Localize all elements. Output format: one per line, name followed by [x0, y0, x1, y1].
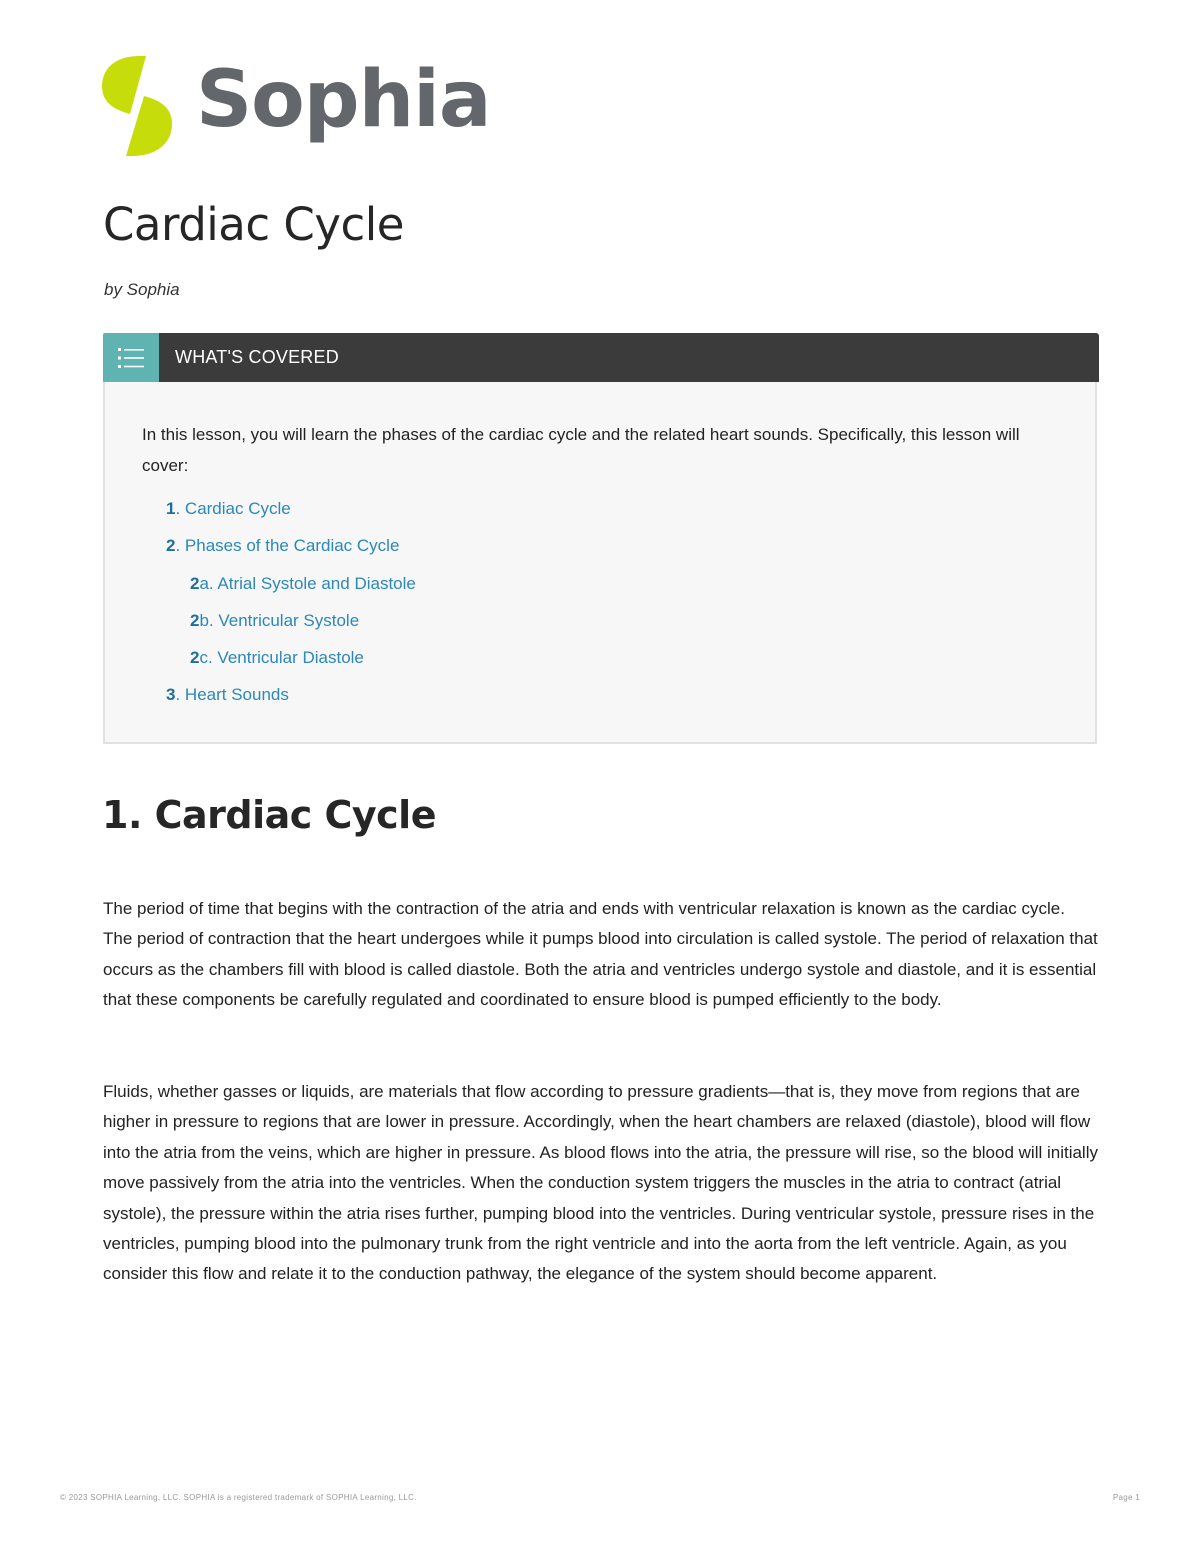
brand-name: Sophia — [196, 55, 491, 145]
toc-item-cardiac-cycle[interactable]: 1. Cardiac Cycle — [166, 499, 291, 518]
whats-covered-box — [103, 333, 1097, 744]
sophia-logo — [100, 52, 491, 160]
whats-covered-header — [103, 333, 1099, 382]
list-icon — [103, 333, 159, 382]
byline: by Sophia — [104, 280, 180, 299]
page-title: Cardiac Cycle — [103, 198, 404, 251]
toc-item-atrial-systole[interactable]: 2a. Atrial Systole and Diastole — [190, 573, 416, 593]
footer-copyright: © 2023 SOPHIA Learning, LLC. SOPHIA is a registered trademark of SOPHIA Learning, LLC. — [60, 1493, 417, 1502]
paragraph-1: The period of time that begins with the contraction of the atria and ends with ventricular relaxation is known as the cardiac cycle. The period of contraction that the heart undergoes while it pumps blood into circulation is called systole. The period of relaxation that occurs as the chambers fill with blood is called diastole. Both the atria and ventricles undergo systole and diastole, and it is essential that these components be carefully regulated and coordinated to ensure blood is pumped efficiently to the body. — [103, 899, 1098, 1010]
toc-item-heart-sounds[interactable]: 3. Heart Sounds — [166, 685, 289, 705]
footer-page-number: Page 1 — [1112, 1493, 1140, 1502]
whats-covered-title: WHAT'S COVERED — [175, 347, 339, 367]
toc-item-ventricular-systole[interactable]: 2b. Ventricular Systole — [190, 610, 360, 630]
sophia-logo-mark-icon — [100, 54, 176, 158]
paragraph-2: Fluids, whether gasses or liquids, are materials that flow according to pressure gradients—that is, they move from regions that are higher in pressure to regions that are lower in pressure. Accordingly, when the heart chambers are relaxed (diastole), blood will flow into the atria from the veins, which are higher in pressure. As blood flows into the atria, the pressure will rise, so the blood will initially move passively from the atria into the ventricles. When the conduction system triggers the muscles in the atria to contract (atrial systole), the pressure within the atria rises further, pumping blood into the ventricles. During ventricular systole, pressure rises in the ventricles, pumping blood into the pulmonary trunk from the right ventricle and into the aorta from the left ventricle. Again, as you consider this flow and relate it to the conduction pathway, the elegance of the system should become apparent. — [103, 1082, 1098, 1284]
toc-item-ventricular-diastole[interactable]: 2c. Ventricular Diastole — [190, 648, 364, 668]
section-heading: 1. Cardiac Cycle — [102, 793, 436, 837]
covered-intro: In this lesson, you will learn the phases of the cardiac cycle and the related heart sounds. Specifically, this lesson will cover: — [142, 425, 1020, 475]
table-of-contents — [166, 490, 416, 714]
toc-item-phases[interactable]: 2. Phases of the Cardiac Cycle — [166, 536, 400, 556]
